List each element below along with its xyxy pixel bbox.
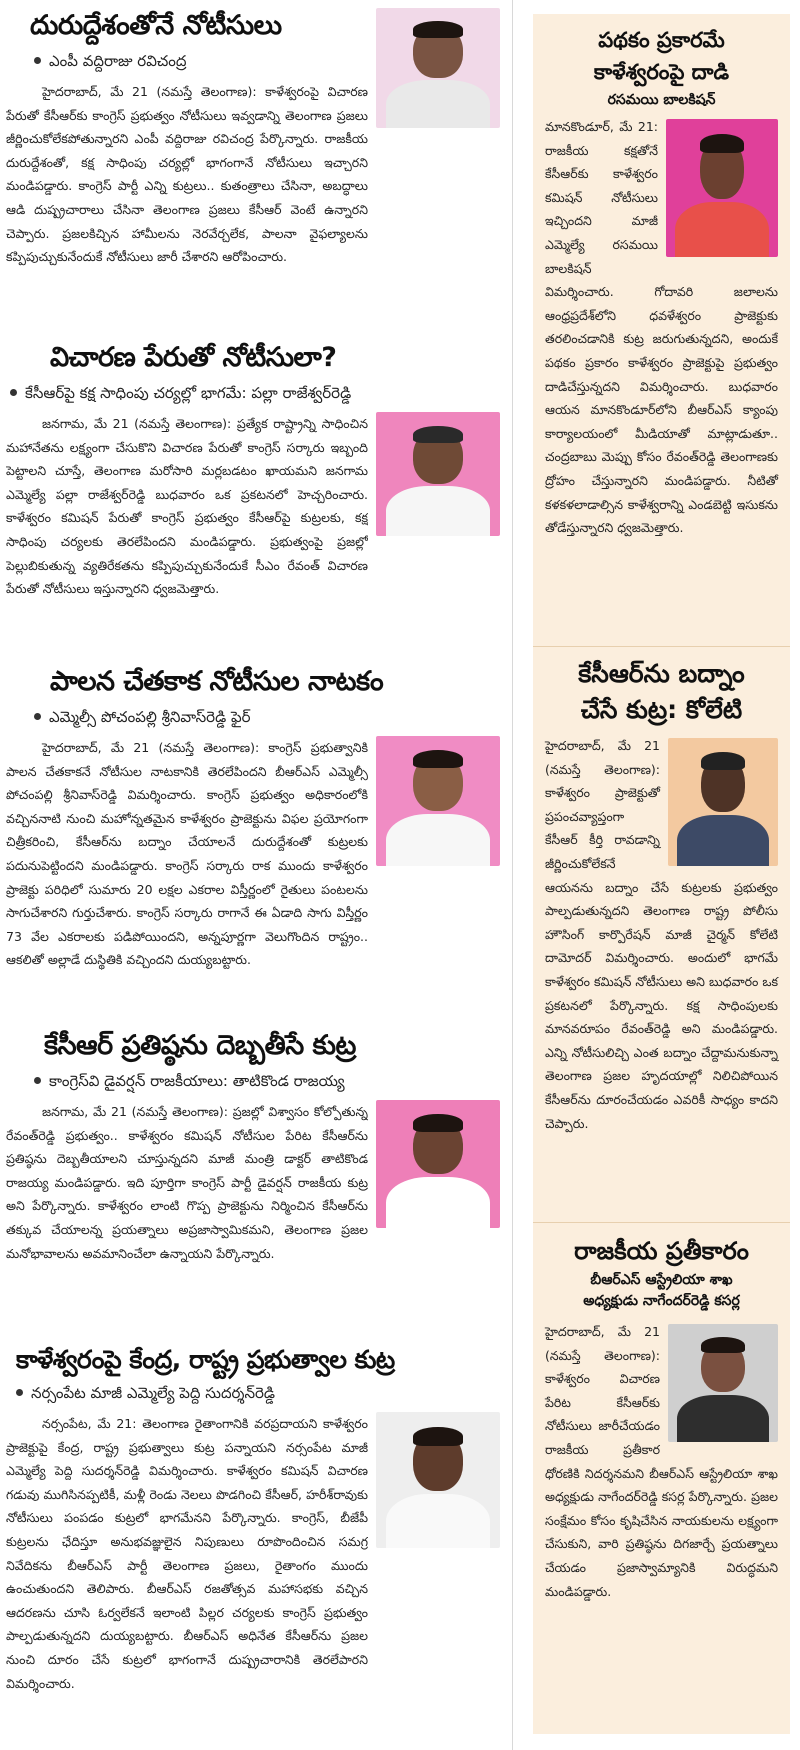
sidebar-headline: రాజకీయ ప్రతీకారం: [574, 1237, 749, 1265]
bullet-dot-icon: [34, 1077, 41, 1084]
photo-thatikonda-rajaiah: [376, 1100, 500, 1228]
photo-palla-rajeshwar-reddy: [376, 412, 500, 536]
sidebar-article-body: [533, 1320, 790, 1720]
headline: పాలన చేతకాక నోటీసుల నాటకం: [50, 666, 384, 697]
article-1: [6, 4, 500, 322]
column-divider: [512, 0, 513, 1750]
sidebar-article-body: [533, 115, 790, 635]
subheadline: [6, 384, 500, 406]
article-body: నర్సంపేట, మే 21: తెలంగాణ రైతాంగానికి వరప్రదాయని కాళేశ్వరం ప్రాజెక్టుపై కేంద్ర, రాష్ట్ర ప్రభుత్వాలు కుట్ర పన్నాయని నర్సంపేట మాజీ ఎమ్మెల్యే పెద్ది సుదర్శన్‌రెడ్డి విమర్శించారు. కాళేశ్వరం కమిషన్ విచారణ గడువు ముగిసినప్పటికీ, మళ్లీ రెండు నెలలు పొడగించి కేసీఆర్, హరీశ్‌రావుకు నోటీసులు పంపడం కుట్రలో భాగమేనని పేర్కొన్నారు. కాంగ్రెస్, బీజేపీ కుట్రలను ఛేదిస్తూ అనుభవజ్ఞులైన నిపుణులు రూపొందించిన సమగ్ర నివేదికను బీఆర్‌ఎస్ పార్టీ తెలంగాణ ప్రజలు, రైతాంగం ముందు ఉంచుతుందని తెలిపారు. బీఆర్‌ఎస్ రజతోత్సవ మహాసభకు వచ్చిన ఆదరణను చూసి ఓర్వలేకనే ఇలాంటి పిల్లర చర్యలకు కాంగ్రెస్ ప్రభుత్వం పాల్పడుతున్నదని దుయ్యబట్టారు. బీఆర్‌ఎస్ అధినేత కేసీఆర్‌ను ప్రజల నుంచి దూరం చేసే కుట్రలో భాగంగానే దుష్ప్రచారానికి తెరలేపారని విమర్శించారు.: [6, 1416, 368, 1691]
article-body: జనగామ, మే 21 (నమస్తే తెలంగాణ): ప్రజల్లో విశ్వాసం కోల్పోతున్న రేవంత్‌రెడ్డి ప్రభుత్వం.. కాళేశ్వరం కమిషన్ నోటీసుల పేరిట కేసీఆర్‌ను ప్రతిష్ఠను దెబ్బతీయాలని చూస్తున్నదని మాజీ మంత్రి డాక్టర్ తాటికొండ రాజయ్య మండిపడ్డారు. ఇది పూర్తిగా కాంగ్రెస్ పార్టీ డైవర్షన్ రాజకీయ కుట్ర అని పేర్కొన్నారు. కాళేశ్వరం లాంటి గొప్ప ప్రాజెక్టును నిర్మించిన కేసీఆర్‌ను తక్కువ చేయాలన్న ప్రయత్నాలు అప్రజాస్వామికమని, తెలంగాణ ప్రజల మనోభావాలను అవమానించేలా ఉన్నాయని పేర్కొన్నారు.: [6, 1104, 368, 1261]
article-body: జనగామ, మే 21 (నమస్తే తెలంగాణ): ప్రత్యేక రాష్ట్రాన్ని సాధించిన మహానేతను లక్ష్యంగా చేసుకొని విచారణ పేరుతో కాంగ్రెస్ సర్కారు ఇబ్బంది పెట్టాలని చూస్తే, తెలంగాణ మరోసారి మర్లబడటం ఖాయమని జనగామ ఎమ్మెల్యే పల్లా రాజేశ్వర్‌రెడ్డి బుధవారం ఒక ప్రకటనలో హెచ్చరించారు. కాళేశ్వరం కమిషన్ పేరుతో కాంగ్రెస్ ప్రభుత్వం కేసీఆర్‌పై కుట్రలకు, కక్ష సాధింపు చర్యలకు తెరలేపిందని మండిపడ్డారు. ప్రభుత్వంపై ప్రజల్లో పెల్లుబికుతున్న వ్యతిరేకతను కప్పిపుచ్చుకునేందుకే సీఎం రేవంత్ విచారణ పేరుతో నోటీసులు ఇస్తున్నారని ధ్వజమెత్తారు.: [6, 416, 368, 597]
sidebar-byline: రసమయి బాలకిషన్: [607, 92, 716, 108]
sidebar-divider: [533, 1222, 790, 1223]
article-5: [6, 1340, 500, 1746]
article-3: [6, 660, 500, 1012]
photo-rasamayi-balakishan: [666, 119, 778, 257]
photo-peddi-sudarshan-reddy: [376, 1412, 500, 1548]
sidebar-headline-line1: పథకం ప్రకారమే: [598, 28, 725, 52]
bullet-dot-icon: [16, 1389, 23, 1396]
sidebar-article-text: హైదరాబాద్, మే 21 (నమస్తే తెలంగాణ): కాళేశ్వరం ప్రాజెక్టుతో ప్రపంచవ్యాప్తంగా కేసీఆర్ కీర్తి రావడాన్ని జీర్ణించుకోలేకనే ఆయనను బద్నాం చేసే కుట్రలకు ప్రభుత్వం పాల్పడుతున్నదని తెలంగాణ రాష్ట్ర పోలీసు హౌసింగ్ కార్పొరేషన్ మాజీ చైర్మన్ కోలేటి దామోదర్ విమర్శించారు. అందులో భాగమే కాళేశ్వరం కమిషన్ నోటీసులు అని బుధవారం ఒక ప్రకటనలో పేర్కొన్నారు. కక్ష సాధింపులకు మానవరూపం రేవంత్‌రెడ్డి అని మండిపడ్డారు. ఎన్ని నోటీసులిచ్చి ఎంత బద్నాం చేద్దామనుకున్నా తెలంగాణ ప్రజల హృదయాల్లో నిలిచిపోయిన కేసీఆర్‌ను దూరంచేయడం ఎవరికీ సాధ్యం కాదని చెప్పారు.: [545, 738, 778, 1131]
sidebar-article-body: [533, 734, 790, 1204]
bullet-dot-icon: [34, 713, 41, 720]
article-body: హైదరాబాద్, మే 21 (నమస్తే తెలంగాణ): కాళేశ్వరంపై విచారణ పేరుతో కేసీఆర్‌కు కాంగ్రెస్ ప్రభుత్వం నోటీసులు ఇవ్వడాన్ని తెలంగాణ ప్రజలు జీర్ణించుకోలేకపోతున్నారని ఎంపీ వద్దిరాజు రవిచంద్ర పేర్కొన్నారు. రాజకీయ దురుద్దేశంతో, కక్ష సాధింపు చర్యల్లో భాగంగానే నోటీసులు ఇచ్చారని మండిపడ్డారు. కాంగ్రెస్ పార్టీ ఎన్ని కుట్రలు.. కుతంత్రాలు చేసినా, అబద్ధాలు ఆడి దుష్ప్రచారాలు చేసినా తెలంగాణ ప్రజలు కేసీఆర్ వెంటే ఉన్నారని చెప్పారు. ప్రజలకిచ్చిన హామీలను నెరవేర్చలేక, పాలనా వైఫల్యాలను కప్పిపుచ్చుకునేందుకే నోటీసులు జారీ చేశారని ఆరోపించారు.: [6, 84, 368, 265]
headline: కాళేశ్వరంపై కేంద్ర, రాష్ట్ర ప్రభుత్వాల కుట్ర: [16, 1345, 395, 1374]
sidebar-headline-line2: కాళేశ్వరంపై దాడి: [593, 60, 730, 84]
sidebar-article-text: మానకొండూర్, మే 21: రాజకీయ కక్షతోనే కేసీఆర్‌కు కాళేశ్వరం కమిషన్ నోటీసులు ఇచ్చిందని మాజీ ఎమ్మెల్యే రసమయి బాలకిషన్ విమర్శించారు. గోదావరి జలాలను ఆంధ్రప్రదేశ్‌లోని ధవళేశ్వరం ప్రాజెక్టుకు తరలించడానికి కుట్ర జరుగుతున్నదని, అందుకే పథకం ప్రకారం కాళేశ్వరం ప్రాజెక్టుపై ప్రభుత్వం దాడిచేస్తున్నదని విమర్శించారు. బుధవారం ఆయన మానకొండూర్‌లోని బీఆర్‌ఎస్ క్యాంపు కార్యాలయంలో మీడియాతో మాట్లాడుతూ.. చంద్రబాబు మెప్పు కోసం రేవంత్‌రెడ్డి తెలంగాణకు ద్రోహం చేస్తున్నారని మండిపడ్డారు. నీటితో కళకళలాడాల్సిన కాళేశ్వరాన్ని ఎండబెట్టి ఇసుకను తోడేస్తున్నారని ధ్వజమెత్తారు.: [545, 119, 778, 536]
subheadline-text: కేసీఆర్‌పై కక్ష సాధింపు చర్యల్లో భాగమే: పల్లా రాజేశ్వర్‌రెడ్డి: [25, 384, 352, 402]
article-body: హైదరాబాద్, మే 21 (నమస్తే తెలంగాణ): కాంగ్రెస్ ప్రభుత్వానికి పాలన చేతకాకనే నోటీసుల నాటకానికి తెరలేపిందని బీఆర్‌ఎస్ ఎమ్మెల్సీ పోచంపల్లి శ్రీనివాస్‌రెడ్డి విమర్శించారు. కాంగ్రెస్ ప్రభుత్వం అధికారంలోకి వచ్చిననాటి నుంచి మహోన్నతమైన కాళేశ్వరం ప్రాజెక్టును విఫల ప్రయోగంగా చిత్రీకరించి, కేసీఆర్‌ను బద్నాం చేయాలనే దురుద్దేశంతో కుట్రలకు పదునుపెట్టిందని మండిపడ్డారు. కాంగ్రెస్ సర్కారు రాక ముందు కాళేశ్వరం ప్రాజెక్టు పరిధిలో సుమారు 20 లక్షల ఎకరాల విస్తీర్ణంలో రైతులు పంటలను సాగుచేశారని గుర్తుచేశారు. కాంగ్రెస్ సర్కారు రాగానే ఈ ఏడాది సాగు విస్తీర్ణం 73 వేల ఎకరాలకు పడిపోయిందని, అన్నపూర్ణగా వెలుగొందిన రాష్ట్రం.. ఆకలితో అల్లాడే దుస్థితికి వచ్చిందని దుయ్యబట్టారు.: [6, 740, 368, 968]
photo-ravichandra: [376, 8, 500, 128]
headline: దురుద్దేశంతోనే నోటీసులు: [30, 10, 282, 41]
sidebar-headline-line1: కేసీఆర్‌ను బద్నాం: [578, 659, 745, 688]
bullet-dot-icon: [34, 57, 41, 64]
article-2: [6, 336, 500, 646]
sidebar-article-1: [533, 24, 790, 640]
sidebar-divider: [533, 646, 790, 647]
subheadline: [6, 1384, 500, 1406]
subheadline-text: ఎమ్మెల్సీ పోచంపల్లి శ్రీనివాస్‌రెడ్డి ఫైర్: [49, 708, 251, 726]
sidebar-byline-line2: అధ్యక్షుడు నాగేందర్‌రెడ్డి కసర్ల: [583, 1293, 740, 1309]
subheadline: [6, 52, 368, 74]
subheadline-text: కాంగ్రెస్‌వి డైవర్షన్ రాజకీయాలు: తాటికొండ రాజయ్య: [49, 1072, 345, 1090]
photo-nagender-reddy-kasarla: [668, 1324, 778, 1442]
headline: కేసీఆర్ ప్రతిష్ఠను దెబ్బతీసే కుట్ర: [44, 1030, 356, 1061]
sidebar-column: [533, 14, 790, 1734]
sidebar-headline-line2: చేసే కుట్ర: కోలేటి: [580, 695, 743, 724]
headline: విచారణ పేరుతో నోటీసులా?: [50, 342, 337, 373]
bullet-dot-icon: [10, 389, 17, 396]
photo-koleti-damodar: [668, 738, 778, 866]
subheadline: [6, 1072, 500, 1094]
subheadline-text: నర్సంపేట మాజీ ఎమ్మెల్యే పెద్ది సుదర్శన్‌రెడ్డి: [31, 1384, 275, 1402]
sidebar-article-2: [533, 656, 790, 1216]
subheadline: [6, 708, 500, 730]
sidebar-byline-line1: బీఆర్‌ఎస్ ఆస్ట్రేలియా శాఖ: [590, 1272, 733, 1288]
sidebar-article-text: హైదరాబాద్, మే 21 (నమస్తే తెలంగాణ): కాళేశ్వరం విచారణ పేరిట కేసీఆర్‌కు నోటీసులు జారీచేయడం రాజకీయ ప్రతీకార ధోరణికి నిదర్శనమని బీఆర్‌ఎస్ ఆస్ట్రేలియా శాఖ అధ్యక్షుడు నాగేందర్‌రెడ్డి కసర్ల పేర్కొన్నారు. ప్రజల సంక్షేమం కోసం కృషిచేసిన నాయకులను లక్ష్యంగా చేసుకుని, వారి ప్రతిష్ఠను దిగజార్చే ప్రయత్నాలు చేయడం ప్రజాస్వామ్యానికి విరుద్ధమని మండిపడ్డారు.: [545, 1324, 778, 1599]
subheadline-text: ఎంపీ వద్దిరాజు రవిచంద్ర: [49, 52, 187, 70]
article-4: [6, 1024, 500, 1330]
sidebar-article-3: [533, 1232, 790, 1732]
photo-pochampally-srinivas-reddy: [376, 736, 500, 866]
